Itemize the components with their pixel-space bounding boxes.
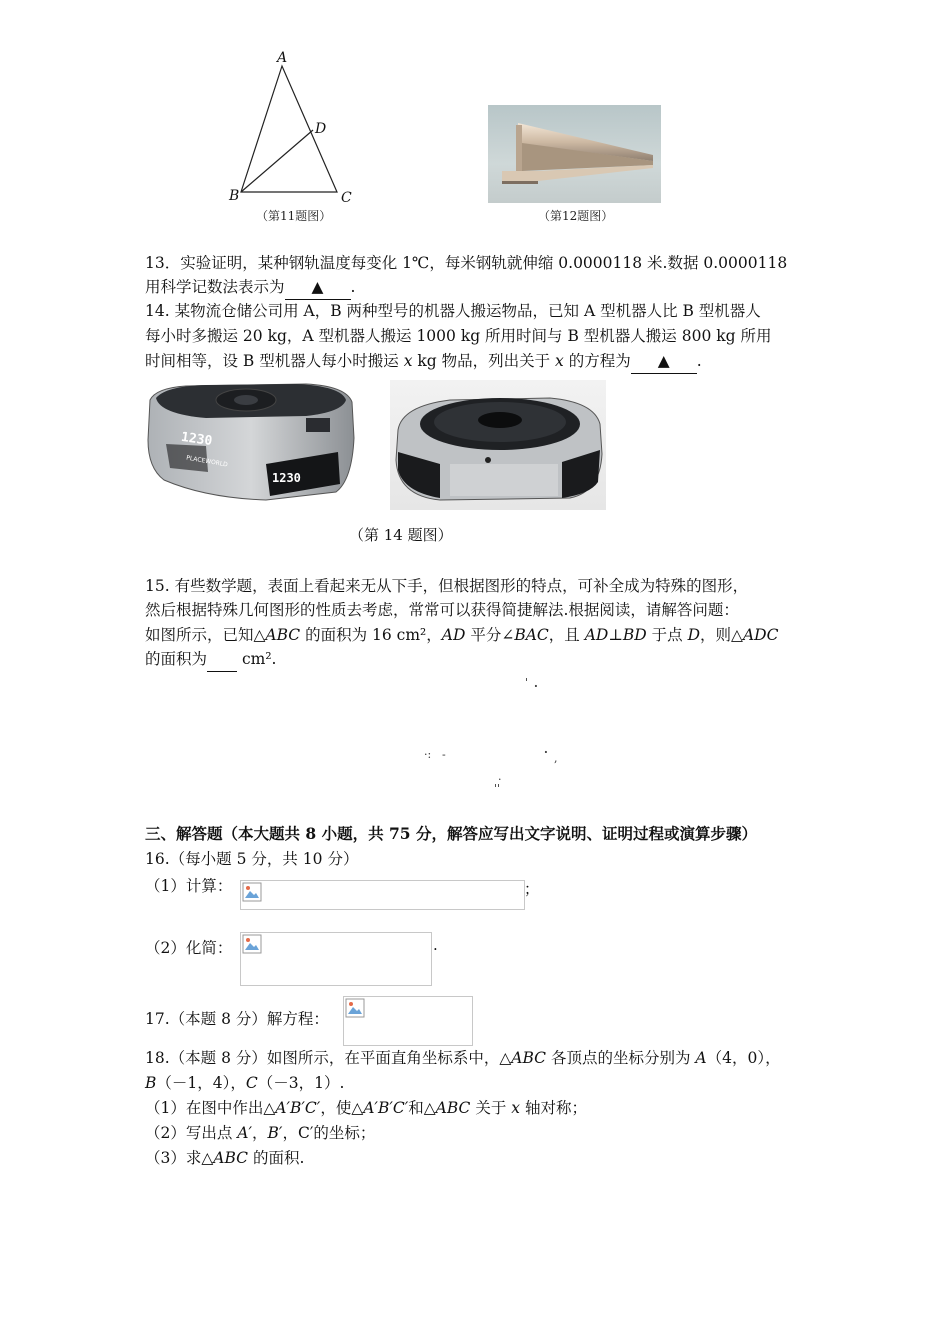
q14-line1: 14. 某物流仓储公司用 A，B 两种型号的机器人搬运物品，已知 A 型机器人比 B 型机器人 bbox=[145, 302, 761, 320]
q18-line1: 18.（本题 8 分）如图所示，在平面直角坐标系中，△ABC 各顶点的坐标分别为 A（4，0）， bbox=[145, 1049, 781, 1067]
q16-part2: （2）化简： bbox=[145, 939, 233, 957]
fig12-caption: （第12题图） bbox=[538, 209, 614, 223]
q18-line2: B（－1，4），C（－3，1）. bbox=[145, 1074, 345, 1092]
answer-blank-14[interactable] bbox=[631, 349, 697, 374]
triangle-marker-icon: ▲ bbox=[311, 278, 324, 296]
rail-photo bbox=[488, 105, 661, 203]
fig11-caption: （第11题图） bbox=[256, 209, 332, 223]
q18-part1: （1）在图中作出△A′B′C′，使△A′B′C′和△ABC 关于 x 轴对称； bbox=[145, 1099, 587, 1117]
figure-11 bbox=[225, 48, 365, 208]
q16-part1-end: ； bbox=[524, 880, 540, 898]
q18-part3: （3）求△ABC 的面积. bbox=[145, 1149, 305, 1167]
q15-line4: 的面积为 cm². bbox=[145, 647, 276, 672]
q16-part2-end: . bbox=[433, 936, 438, 954]
answer-blank-15[interactable] bbox=[207, 647, 237, 672]
q15-figure: ' · ·: - · , . '' bbox=[424, 676, 558, 795]
vertex-b-label: B bbox=[229, 188, 240, 204]
robot-photo-b bbox=[390, 380, 606, 510]
robot-a-display: 1230 bbox=[180, 429, 214, 450]
q13-line2: 用科学记数法表示为 ▲ . bbox=[145, 275, 355, 300]
broken-image-icon bbox=[242, 882, 262, 902]
robot-a-brand: PLACEWORLD bbox=[185, 454, 229, 469]
broken-image-icon bbox=[242, 934, 262, 954]
triangle-marker-icon: ▲ bbox=[657, 352, 670, 370]
answer-blank-13[interactable] bbox=[285, 275, 351, 300]
q15-line3: 如图所示，已知△ABC 的面积为 16 cm²，AD 平分∠BAC，且 AD⊥BD 于点 D，则△ADC bbox=[145, 626, 779, 644]
q14-line2: 每小时多搬运 20 kg，A 型机器人搬运 1000 kg 所用时间与 B 型机器人搬运 800 kg 所用 bbox=[145, 327, 772, 345]
robot-photo-a bbox=[146, 380, 358, 504]
point-d-label: D bbox=[315, 121, 327, 137]
q14-line3: 时间相等，设 B 型机器人每小时搬运 x kg 物品，列出关于 x 的方程为 ▲ . bbox=[145, 349, 702, 374]
section-3-heading: 三、解答题（本大题共 8 小题，共 75 分，解答应写出文字说明、证明过程或演算步骤） bbox=[145, 824, 757, 843]
fig14-caption: （第 14 题图） bbox=[349, 526, 453, 544]
broken-image-icon bbox=[345, 998, 365, 1018]
vertex-a-label: A bbox=[277, 50, 288, 66]
q16-part1-formula-image bbox=[240, 880, 525, 910]
q16-title: 16.（每小题 5 分，共 10 分） bbox=[145, 850, 359, 868]
q15-line2: 然后根据特殊几何图形的性质去考虑，常常可以获得简捷解法.根据阅读，请解答问题： bbox=[145, 601, 739, 619]
q17-formula-image bbox=[343, 996, 473, 1046]
q15-line1: 15. 有些数学题，表面上看起来无从下手，但根据图形的特点，可补全成为特殊的图形， bbox=[145, 577, 749, 595]
triangle-diagram bbox=[225, 48, 365, 208]
q17-title: 17.（本题 8 分）解方程： bbox=[145, 1010, 329, 1028]
vertex-c-label: C bbox=[341, 190, 352, 206]
q18-part2: （2）写出点 A′，B′，C′的坐标； bbox=[145, 1124, 376, 1142]
robot-a-side-display: 1230 bbox=[272, 471, 301, 485]
q16-part2-formula-image bbox=[240, 932, 432, 986]
q16-part1: （1）计算： bbox=[145, 877, 233, 895]
q13-line1: 13．实验证明，某种钢轨温度每变化 1℃，每米钢轨就伸缩 0.0000118 米.数据 0.0000118 bbox=[145, 254, 788, 272]
